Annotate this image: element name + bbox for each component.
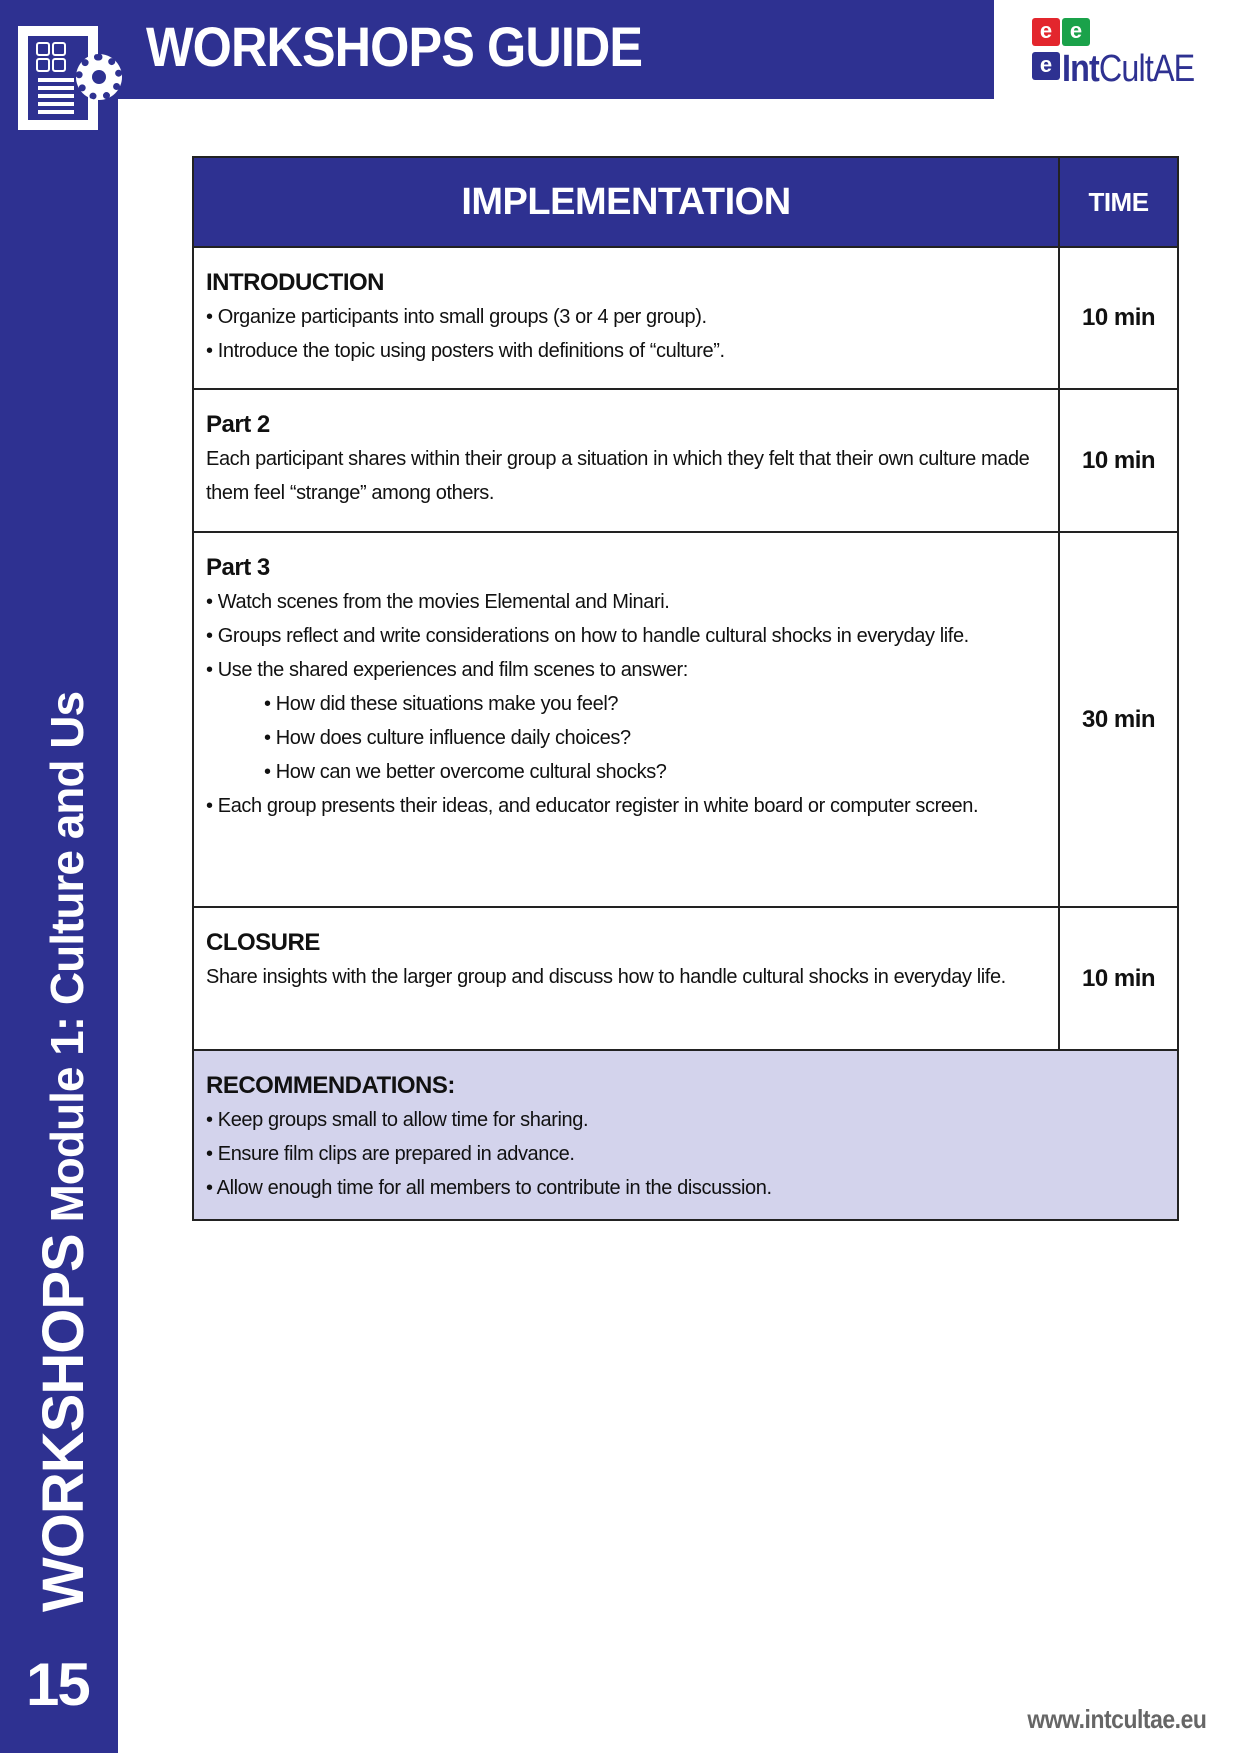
table-header-row xyxy=(194,158,1177,246)
sidebar-vertical-title xyxy=(30,691,97,1612)
row-time: 10 min xyxy=(1058,248,1177,388)
row-sub-line: • How can we better overcome cultural shocks? xyxy=(264,761,667,783)
sidebar-section: WORKSHOPS xyxy=(31,1234,96,1612)
gear-icon xyxy=(76,54,122,100)
implementation-table xyxy=(192,156,1179,1221)
row-line: Share insights with the larger group and discuss how to handle cultural shocks in everyday life. xyxy=(206,966,1006,988)
sidebar-module: Module 1: Culture and Us xyxy=(41,691,93,1223)
row-title: CLOSURE xyxy=(206,929,320,956)
row-line: • Introduce the topic using posters with definitions of “culture”. xyxy=(206,340,725,362)
row-line: Each participant shares within their group a situation in which they felt that their own culture made them feel “strange” among others. xyxy=(206,448,1030,504)
row-time: 30 min xyxy=(1058,533,1177,906)
time-header: TIME xyxy=(1058,158,1177,246)
row-line: • Organize participants into small groups (3 or 4 per group). xyxy=(206,306,707,328)
table-row-introduction xyxy=(194,246,1177,388)
row-title: INTRODUCTION xyxy=(206,269,384,296)
recommendations-row xyxy=(194,1049,1177,1219)
implementation-header: IMPLEMENTATION xyxy=(461,181,791,223)
row-title: Part 2 xyxy=(206,411,270,438)
row-line: • Each group presents their ideas, and educator register in white board or computer screen. xyxy=(206,795,979,817)
row-time: 10 min xyxy=(1058,908,1177,1049)
page-number: 15 xyxy=(26,1651,89,1718)
recommendations-title: RECOMMENDATIONS: xyxy=(206,1072,455,1099)
row-sub-line: • How does culture influence daily choices? xyxy=(264,727,631,749)
recommendation-line: • Allow enough time for all members to contribute in the discussion. xyxy=(206,1177,772,1199)
page-title: WORKSHOPS GUIDE xyxy=(146,15,643,78)
row-title: Part 3 xyxy=(206,554,270,581)
footer-url[interactable]: www.intcultae.eu xyxy=(1027,1704,1206,1734)
table-row-part-2 xyxy=(194,388,1177,531)
recommendation-line: • Keep groups small to allow time for sharing. xyxy=(206,1109,589,1131)
row-line: • Use the shared experiences and film scenes to answer: xyxy=(206,659,688,681)
row-line: • Watch scenes from the movies Elemental and Minari. xyxy=(206,591,670,613)
row-sub-line: • How did these situations make you feel? xyxy=(264,693,619,715)
row-line: • Groups reflect and write considerations on how to handle cultural shocks in everyday life. xyxy=(206,625,969,647)
table-row-part-3 xyxy=(194,531,1177,906)
recommendation-line: • Ensure film clips are prepared in advance. xyxy=(206,1143,575,1165)
table-row-closure xyxy=(194,906,1177,1049)
intcultae-logo: e e e IntCultAE xyxy=(1032,18,1212,90)
row-time: 10 min xyxy=(1058,390,1177,531)
